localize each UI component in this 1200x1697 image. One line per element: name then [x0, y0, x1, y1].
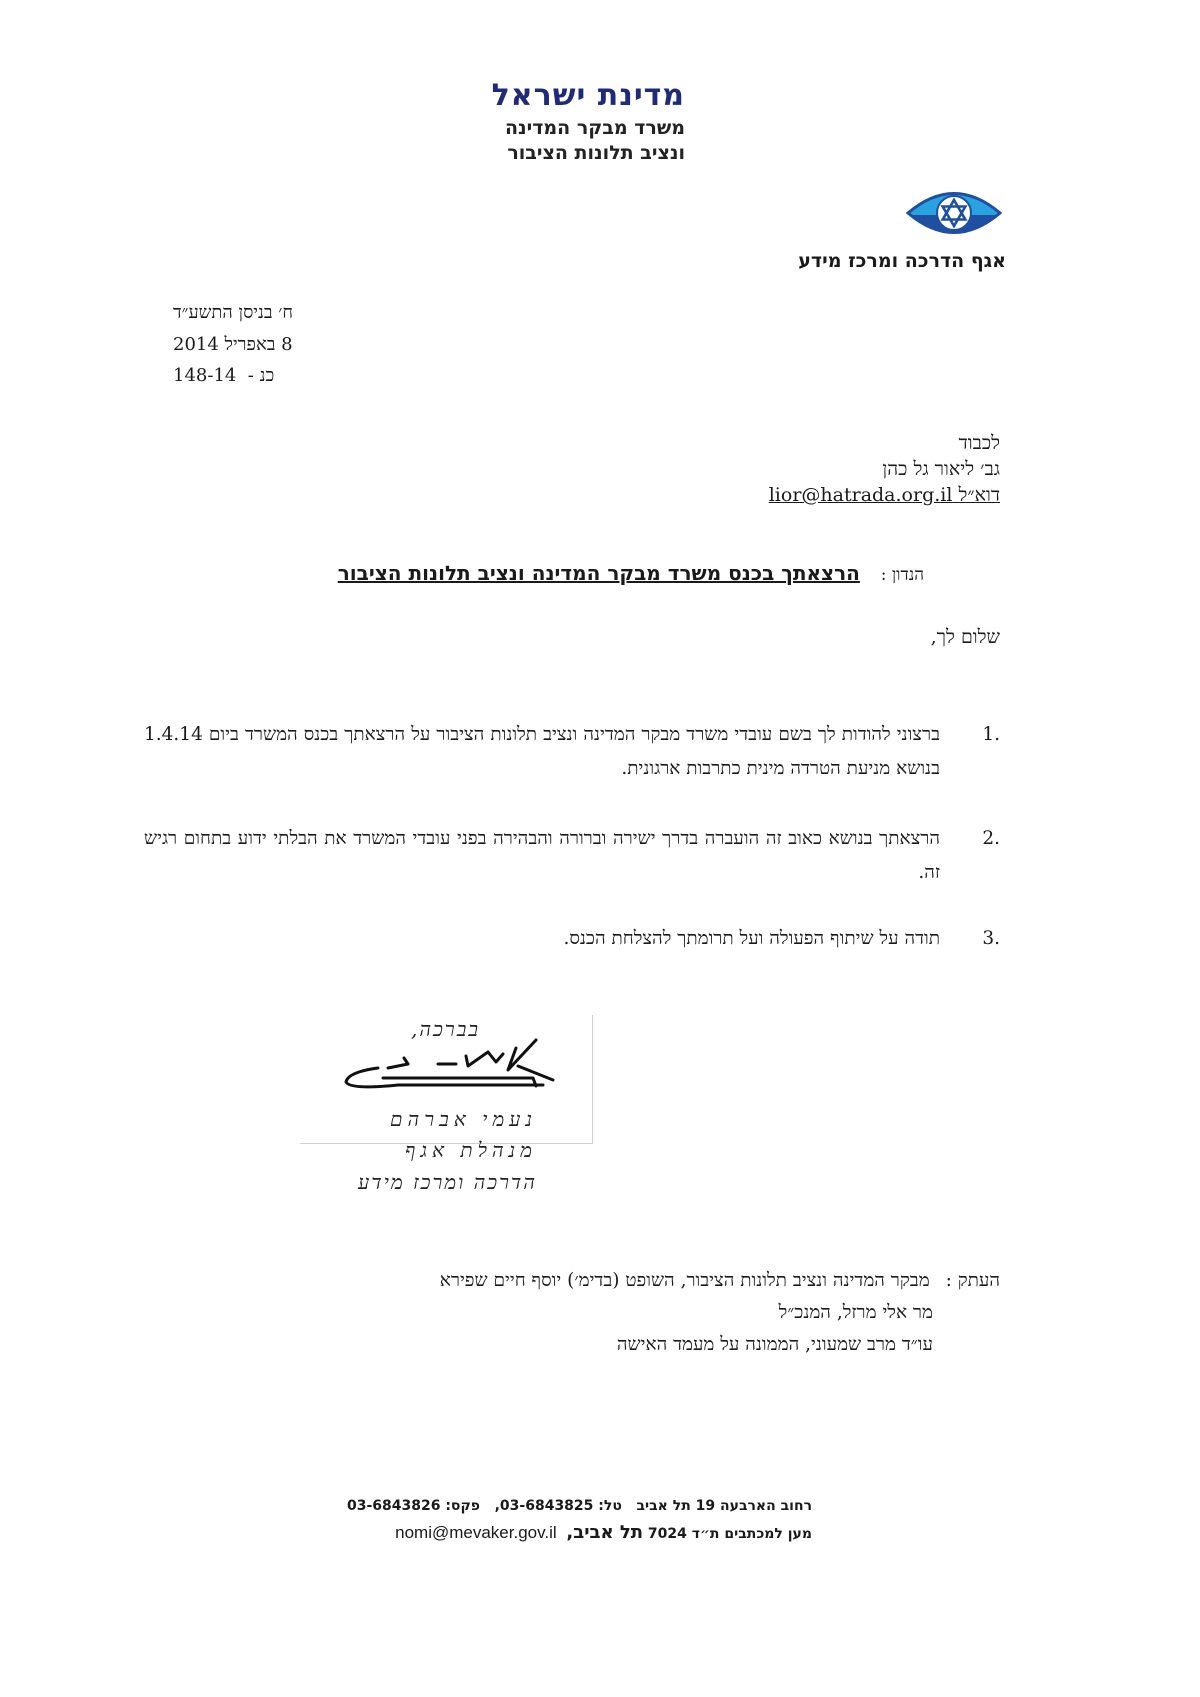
- addressee-name: גב׳ ליאור גל כהן: [882, 458, 1000, 480]
- signatory-name: נעמי אברהם: [390, 1107, 537, 1131]
- item-number: .1: [982, 724, 1000, 745]
- addressee-email-link[interactable]: lior@hatrada.org.il: [768, 484, 953, 506]
- signatory-role-line2: הדרכה ומרכז מידע: [358, 1170, 537, 1194]
- footer-address: רחוב הארבעה 19 תל אביב: [636, 1498, 812, 1514]
- item-text: תודה על שיתוף הפעולה ועל תרומתך להצלחת הכנס.: [563, 928, 940, 949]
- list-item: [144, 922, 1000, 956]
- cc-recipient: עו״ד מרב שמעוני, הממונה על מעמד האישה: [616, 1334, 933, 1355]
- greeting: שלום לך,: [930, 626, 1000, 648]
- item-text: ברצוני להודות לך בשם עובדי משרד מבקר המדינה ונציב תלונות הציבור על הרצאתך בכנס המשרד ביום 1.4.14 בנושא מניעת הטרדה מינית כתרבות ארגונית.: [144, 724, 940, 779]
- addressee-email-row: [769, 484, 1000, 507]
- footer-fax-label: פקס:: [445, 1498, 480, 1514]
- footer-city: תל אביב,: [566, 1522, 644, 1543]
- list-item: [144, 718, 1000, 786]
- signatory-role-line1: מנהלת אגף: [405, 1138, 537, 1162]
- footer-email[interactable]: nomi@mevaker.gov.il: [395, 1523, 557, 1542]
- handwritten-signature-icon: [338, 1030, 568, 1095]
- footer-phone: 03-6843825: [499, 1498, 594, 1514]
- item-number: .3: [982, 928, 1000, 949]
- subject-line: [338, 561, 924, 585]
- subject-label: הנדון :: [880, 565, 924, 585]
- header-office-line2: ונציב תלונות הציבור: [507, 142, 685, 164]
- list-item: [144, 822, 1000, 890]
- item-text: הרצאתך בנושא כאוב זה הועברה בדרך ישירה וברורה והבהירה בפני עובדי המשרד את הבלתי ידוע בתחום רגיש זה.: [144, 828, 940, 883]
- gregorian-date: 8 באפריל 2014: [173, 334, 293, 355]
- cc-recipient: מר אלי מרזל, המנכ״ל: [778, 1302, 933, 1323]
- state-comptroller-eye-logo-icon: [906, 182, 1002, 244]
- department-name: אגף הדרכה ומרכז מידע: [798, 250, 1006, 272]
- footer-fax: 03-6843826: [346, 1498, 441, 1514]
- cc-row: [440, 1270, 1000, 1292]
- reference-value: 148-14: [173, 365, 237, 386]
- subject-text: הרצאתך בכנס משרד מבקר המדינה ונציב תלונות הציבור: [337, 561, 860, 585]
- footer-phone-label: טל:: [598, 1498, 622, 1514]
- header-title: מדינת ישראל: [491, 78, 685, 113]
- email-label: דוא״ל: [958, 484, 1000, 506]
- hebrew-date: ח׳ בניסן התשע״ד: [173, 302, 294, 323]
- item-number: .2: [982, 828, 1000, 849]
- reference-label: כנ -: [247, 365, 275, 386]
- signature-blessing: בברכה,: [411, 1017, 480, 1041]
- footer-mail-row: [395, 1522, 812, 1543]
- header-office-line1: משרד מבקר המדינה: [505, 117, 685, 139]
- addressee-salutation: לכבוד: [958, 432, 1000, 454]
- cc-recipient: מבקר המדינה ונציב תלונות הציבור, השופט (בדימ׳) יוסף חיים שפירא: [439, 1270, 930, 1291]
- footer-address-row: רחוב הארבעה 19 תל אביב טל: 03-6843825, פקס: 03-6843826: [346, 1498, 812, 1514]
- reference-number: [173, 365, 274, 386]
- footer-pobox: מען למכתבים ת״ד 7024: [647, 1526, 812, 1542]
- cc-label: העתק :: [945, 1270, 1000, 1291]
